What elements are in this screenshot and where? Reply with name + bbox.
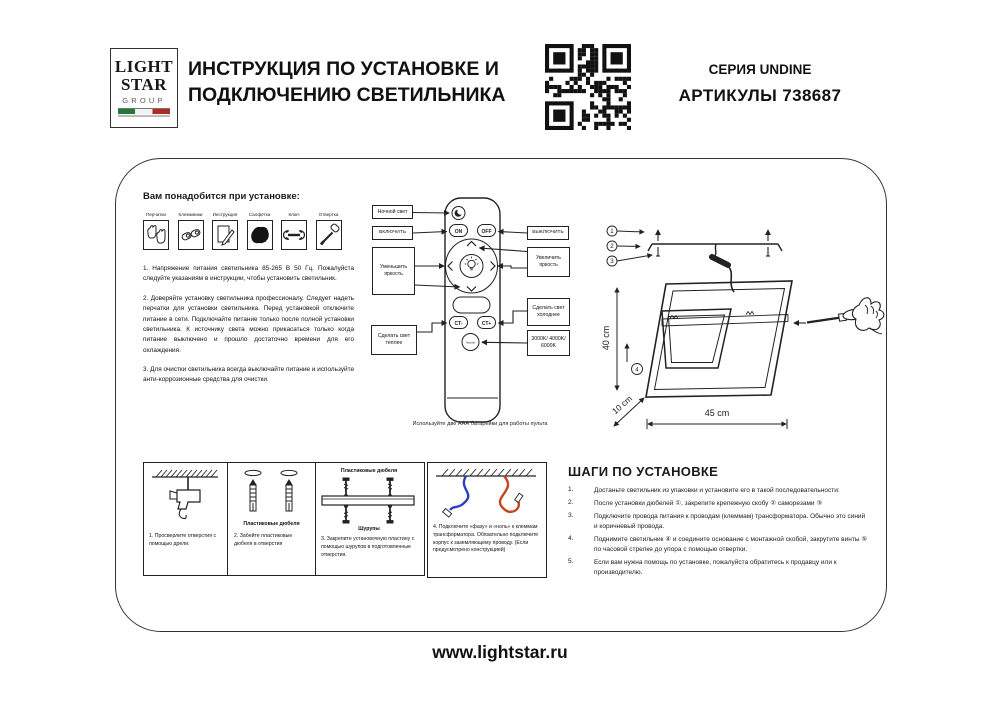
screw — [387, 506, 393, 523]
tool-gloves — [143, 212, 169, 250]
lightstar-logo — [110, 48, 178, 128]
series-block — [648, 62, 872, 106]
battery-note: Используйте две ААА батарейки для работы пульта — [412, 421, 548, 427]
page-title — [188, 56, 548, 109]
logo-flag-underline — [118, 115, 170, 117]
label-increase-brightness: Увеличить яркость — [527, 247, 570, 277]
ct-plus-label: CT+ — [481, 321, 492, 327]
bracket-screws — [656, 230, 770, 256]
panel-wires — [427, 462, 547, 578]
panel-drill — [144, 463, 228, 575]
neutral-wire-red — [500, 476, 519, 512]
callout-1-num: 1 — [610, 228, 614, 236]
label-colder-light: Сделать свет холоднее — [527, 298, 570, 326]
logo-line-group: GROUP — [122, 95, 166, 105]
panel-2-caption: 2. Забейте пластиковые дюбеля в отверстия — [234, 533, 293, 547]
tool-label: Перчатки — [146, 212, 166, 217]
tool-label: Отвертка — [318, 212, 339, 217]
series-label: СЕРИЯ UNDINE — [708, 62, 812, 77]
fixture-drawing — [600, 195, 885, 445]
install-step — [568, 535, 868, 555]
screw — [387, 478, 393, 496]
callout-2-num: 2 — [610, 243, 614, 251]
step-text: После установки дюбелей ①, закрепите крепежную скобу ② саморезами ③ — [594, 500, 823, 508]
wing-screw-right — [746, 312, 754, 315]
label-turn-on: ВКЛЮЧИТЬ — [372, 226, 413, 240]
panel-3-label-bottom: Шурупы — [358, 526, 380, 532]
hand-with-screwdriver — [794, 298, 884, 334]
safety-warnings — [143, 264, 354, 395]
gloves-icon — [143, 220, 169, 250]
label-kelvin-values: 3000K/ 4000K/ 6000K — [527, 330, 570, 356]
terminals-icon — [178, 220, 204, 250]
ct-minus-label: CT- — [454, 321, 463, 327]
logo-line-star: STAR — [120, 74, 168, 94]
dim-width-label: 45 cm — [704, 408, 730, 418]
install-step — [568, 486, 868, 496]
dim-depth-label: 10 cm — [610, 393, 635, 417]
drill-icon — [144, 465, 226, 531]
callout-lines — [617, 231, 652, 261]
install-steps-title: ШАГИ ПО УСТАНОВКЕ — [568, 464, 719, 479]
screw — [343, 478, 349, 496]
wires-icon — [428, 465, 544, 523]
step-number: 5. — [568, 558, 574, 566]
wrench-icon — [281, 220, 307, 250]
plate-screws-icon — [316, 476, 420, 526]
mode-button-label: Neutral — [466, 341, 475, 345]
install-step — [568, 512, 868, 532]
callout-4-num: 4 — [635, 366, 639, 374]
article-label: АРТИКУЛЫ 738687 — [678, 86, 842, 105]
panel-3-label-top: Пластиковые дюбеля — [340, 468, 398, 474]
phase-wire-blue — [450, 476, 468, 510]
label-turn-off: ВЫКЛЮЧИТЬ — [527, 226, 569, 240]
install-steps — [568, 464, 868, 582]
napkin-icon — [247, 220, 273, 250]
step-text: Если вам нужна помощь по установке, пожалуйста обратитесь к продавцу или к производителю. — [594, 559, 837, 577]
install-step — [568, 558, 868, 578]
panel-dowels — [228, 463, 316, 575]
page-title-line2: ПОДКЛЮЧЕНИЮ СВЕТИЛЬНИКА — [188, 84, 506, 107]
on-button-label: ON — [454, 229, 463, 235]
tool-terminals — [178, 212, 204, 250]
tools-row — [143, 212, 350, 250]
screwdriver-icon — [316, 220, 342, 250]
screw — [343, 506, 349, 523]
panel-2-label: Пластиковые дюбеля — [243, 521, 300, 527]
label-warmer-light: Сделать свет теплее — [371, 325, 417, 355]
tool-screwdriver — [316, 212, 342, 250]
step-text: Достаньте светильник из упаковки и установите его в такой последовательности: — [594, 487, 840, 494]
tool-label: Клеммники — [178, 212, 203, 217]
step-text: Поднимите светильник ④ и соедините основание с монтажной скобой, закрутите винты ⑤ по часовой стрелке до упора с помощью отвертки. — [594, 536, 868, 554]
panel-plate — [316, 463, 422, 575]
supply-wire — [712, 244, 734, 292]
warning-2: 2. Доверяйте установку светильника профессионалу. Следует надеть перчатки для установки светильника. Перед установкой отключите питание в сети. Подключайте питание только после полной установки светильника. К источнику света можно прикасаться только когда питание выключено и прошло достаточно времени для его охлаждения. — [143, 294, 354, 354]
install-step — [568, 499, 868, 509]
callout-3-num: 3 — [610, 258, 614, 266]
label-night-light: Ночной свет — [372, 205, 413, 219]
step-number: 1. — [568, 486, 574, 493]
tool-label: Ключ — [288, 212, 300, 217]
dowel-left — [250, 480, 256, 511]
wire-terminal-right — [515, 493, 523, 502]
label-decrease-brightness: Уменьшить яркость — [372, 247, 415, 295]
qr-code — [545, 44, 631, 130]
fixture-frame — [646, 281, 792, 397]
dowels-icon — [228, 467, 314, 519]
panel-4-caption: 4. Подключите «фазу» и «ноль» к клеммам трансформатора. Обязательно подключите корпус к заземляющему проводу. (Если предусмотрено конструкцией) — [433, 524, 539, 554]
off-button-label: OFF — [481, 229, 492, 235]
step-number: 2. — [568, 499, 574, 507]
blank-pill-button — [453, 297, 490, 313]
manual-icon — [212, 220, 238, 250]
tool-label: Инструкция — [212, 212, 238, 217]
panel-3-caption: 3. Закрепите установочную пластину с помощью шурупов в подготовленные отверстия. — [321, 536, 415, 558]
warning-3: 3. Для очистки светильника всегда выключайте питание и используйте анти-коррозионные средства для очистки. — [143, 366, 354, 384]
step-number: 3. — [568, 512, 574, 520]
remote-diagram — [355, 195, 605, 440]
needs-title: Вам понадобится при установке: — [143, 191, 300, 202]
tool-manual — [212, 212, 238, 250]
hand — [852, 298, 883, 331]
tool-napkin — [247, 212, 273, 250]
step-number: 4. — [568, 535, 574, 543]
dim-height-label: 40 cm — [601, 325, 611, 351]
qr-code-image — [545, 44, 631, 130]
tool-label: Салфетка — [248, 212, 271, 217]
panel-1-caption: 1. Просверлите отверстия с помощью дрели. — [149, 533, 217, 547]
website-url: www.lightstar.ru — [432, 642, 568, 662]
tool-wrench — [281, 212, 307, 250]
step-panels-1-3 — [143, 462, 425, 576]
italian-flag-bar — [118, 108, 170, 114]
logo-line-light: LIGHT — [114, 57, 174, 76]
warning-1: 1. Напряжение питания светильника 85-265 В 50 Гц. Пожалуйста следуйте указаниям в инструкции, чтобы установить светильник. — [143, 265, 354, 283]
step-text: Подключите провода питания к проводам (клеммам) трансформатора. Обычно это синий и коричневый провода. — [594, 513, 866, 531]
dowel-right — [286, 480, 292, 511]
fixture-diagram — [600, 195, 885, 445]
page-title-line1: ИНСТРУКЦИЯ ПО УСТАНОВКЕ И — [188, 58, 499, 80]
